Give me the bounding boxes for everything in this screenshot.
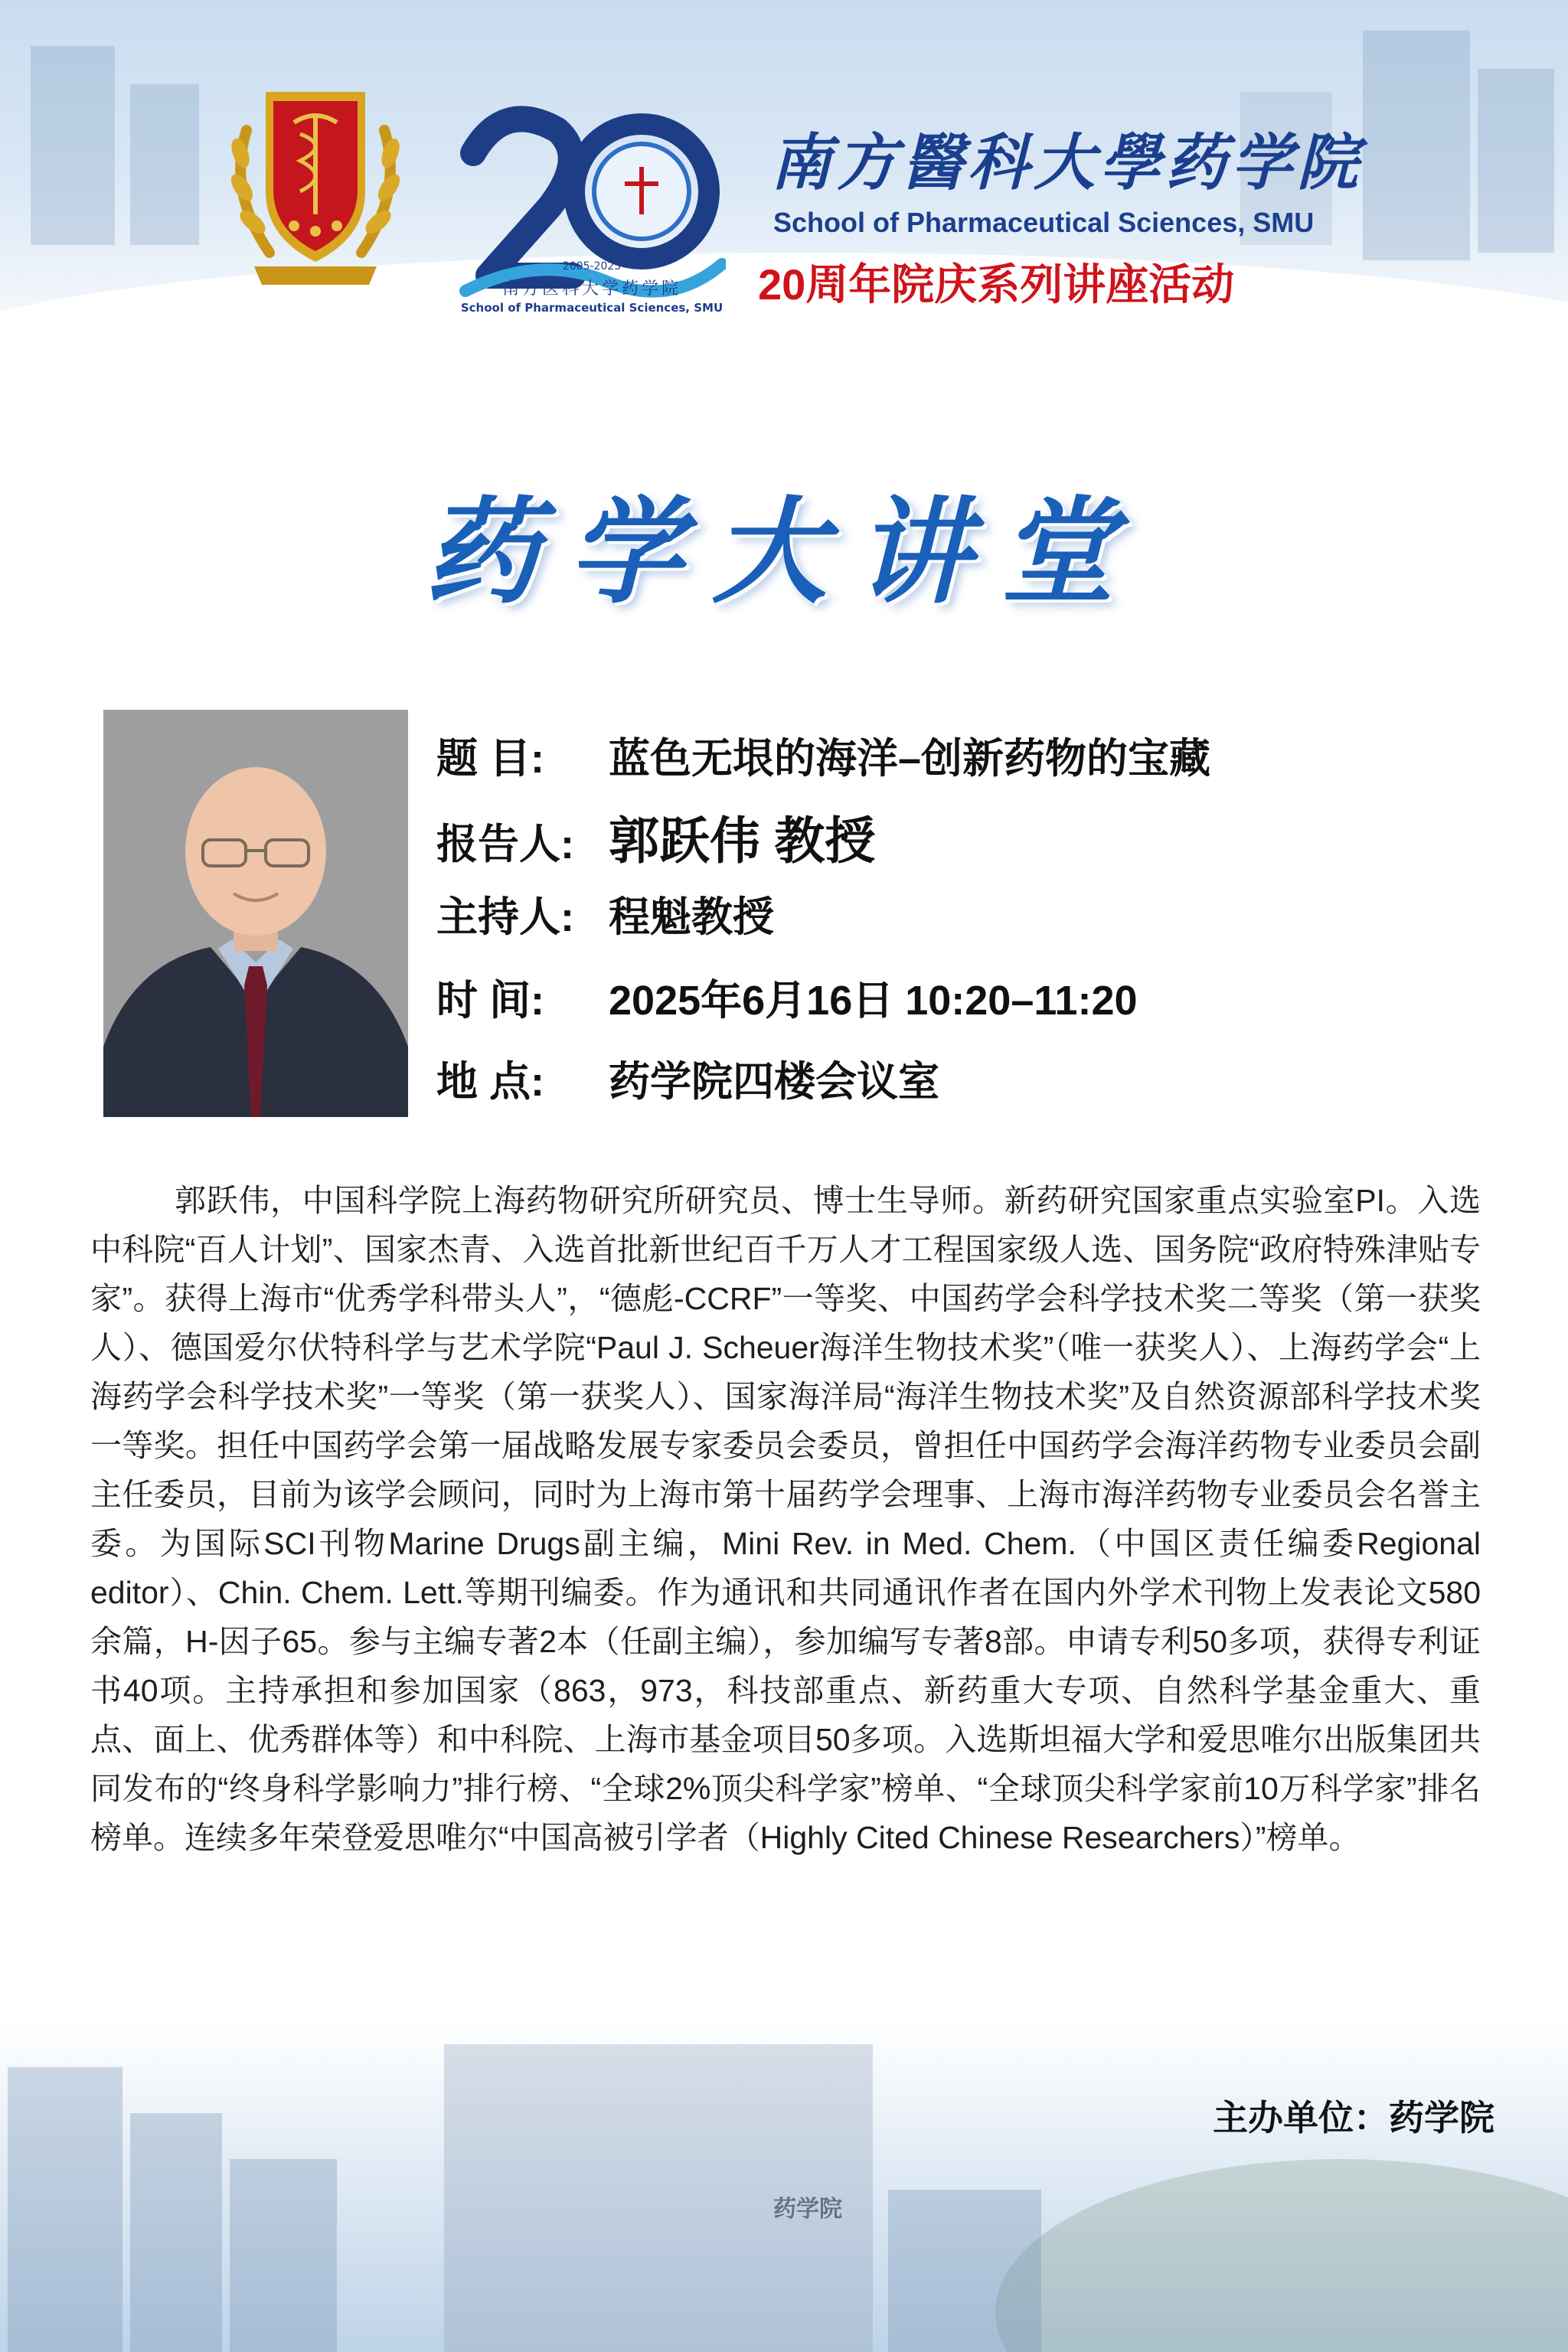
info-row-speaker: [436, 800, 875, 873]
organizer: 主办单位：药学院: [1213, 2098, 1494, 2138]
building-sign: 药学院: [773, 2197, 842, 2222]
speaker-photo: [103, 710, 408, 1117]
background-building: [1478, 69, 1554, 253]
time-value: 2025年6月16日 10:20–11:20: [609, 978, 1138, 1024]
background-building: [230, 2159, 337, 2352]
anniversary-logo-caption: [458, 276, 726, 315]
speaker-bio: 郭跃伟，中国科学院上海药物研究所研究员、博士生导师。新药研究国家重点实验室PI。入选中科院“百人计划”、国家杰青、入选首批新世纪百千万人才工程国家级人选、国务院“政府特殊津贴专家”。获得上海市“优秀学科带头人”，“德彪-CCRF”一等奖、中国药学会科学技术奖二等奖（第一获奖人）、德国爱尔伏特科学与艺术学院“Paul J. Scheuer海洋生物技术奖”（唯一获奖人）、上海药学会“上海药学会科学技术奖”一等奖（第一获奖人）、国家海洋局“海洋生物技术奖”及自然资源部科学技术奖一等奖。担任中国药学会第一届战略发展专家委员会委员，曾担任中国药学会海洋药物专业委员会副主任委员，目前为该学会顾问，同时为上海市第十届药学会理事、上海市海洋药物专业委员会名誉主委。为国际SCI刊物Marine Drugs副主编，Mini Rev. in Med. Chem.（中国区责任编委Regional editor）、Chin. Chem. Lett.等期刊编委。作为通讯和共同通讯作者在国内外学术刊物上发表论文580余篇，H-因子65。参与主编专著2本（任副主编），参加编写专著8部。申请专利50多项，获得专利证书40项。主持承担和参加国家（863，973，科技部重点、新药重大专项、自然科学基金重大、重点、面上、优秀群体等）和中科院、上海市基金项目50多项。入选斯坦福大学和爱思唯尔出版集团共同发布的“终身科学影响力”排行榜、“全球2%顶尖科学家”榜单、“全球顶尖科学家前10万科学家”排名榜单。连续多年荣登爱思唯尔“中国高被引学者（Highly Cited Chinese Researchers）”榜单。: [90, 1183, 1481, 1855]
background-building: [8, 2067, 122, 2352]
speaker-label: 报告人:: [436, 822, 574, 867]
host-label: 主持人:: [436, 894, 574, 940]
series-title: 20周年院庆系列讲座活动: [758, 260, 1235, 309]
speaker-value: 郭跃伟 教授: [609, 812, 876, 869]
university-crest-icon: [224, 61, 407, 291]
topic-label: 题 目:: [436, 736, 544, 782]
info-row-time: [436, 968, 1138, 1027]
venue-label: 地 点:: [436, 1059, 544, 1105]
background-building: [1363, 31, 1470, 260]
background-building: [130, 2113, 222, 2352]
background-building: [130, 84, 199, 245]
school-name-en: School of Pharmaceutical Sciences, SMU: [773, 207, 1315, 238]
background-hill: [995, 2159, 1568, 2352]
school-name-cn: 南方醫科大學药学院: [770, 126, 1363, 198]
topic-value: 蓝色无垠的海洋–创新药物的宝藏: [609, 736, 1211, 782]
venue-value: 药学院四楼会议室: [609, 1059, 939, 1105]
host-value: 程魁教授: [609, 894, 774, 940]
info-row-venue: [436, 1049, 939, 1108]
anniversary-years: 2005-2025: [562, 260, 622, 273]
background-building: [888, 2190, 1041, 2352]
background-building: [31, 46, 115, 245]
footer-campus-scene: [0, 2021, 1568, 2352]
info-row-host: [436, 884, 774, 943]
page-title: 药学大讲堂: [423, 485, 1144, 619]
info-row-topic: [436, 726, 1210, 785]
anniversary-caption-en: School of Pharmaceutical Sciences, SMU: [460, 301, 724, 315]
anniversary-caption-cn: 南方医科大学药学院: [501, 279, 681, 299]
time-label: 时 间:: [436, 978, 544, 1024]
